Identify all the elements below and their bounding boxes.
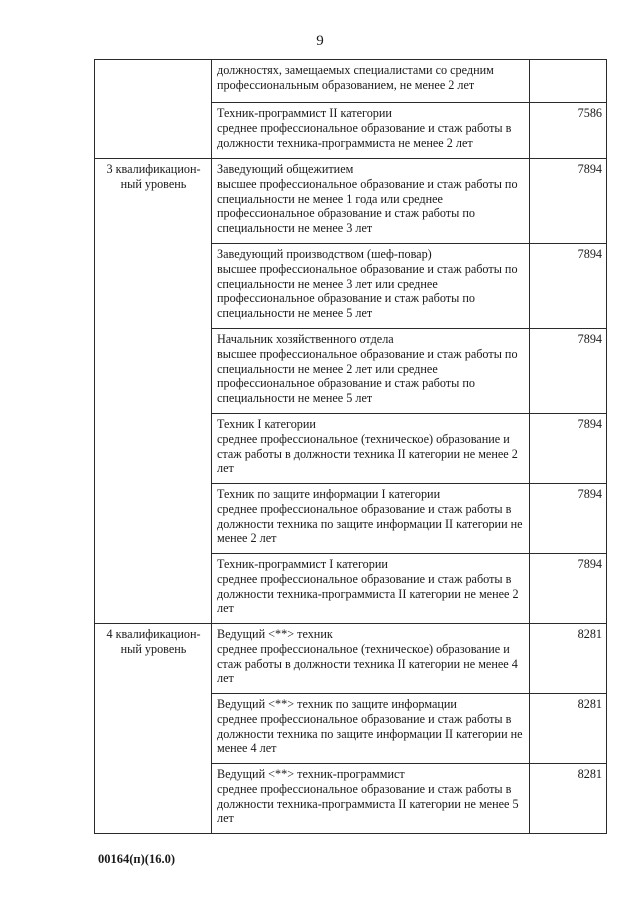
level-cell xyxy=(95,159,212,624)
position-requirements: высшее профессиональное образование и стаж работы по специальности не менее 3 лет или среднее профессиональное образование и стаж работы по специальности не менее 5 лет xyxy=(217,261,518,321)
table-row xyxy=(95,159,607,244)
salary-cell xyxy=(530,329,607,414)
position-requirements: должностях, замещаемых специалистами со средним профессиональным образованием, не менее 2 лет xyxy=(217,63,494,92)
level-label: 4 квалификацион-ный уровень xyxy=(106,627,201,656)
salary-value: 8281 xyxy=(577,697,602,711)
position-requirements: среднее профессиональное образование и стаж работы в должности техника-программиста не менее 2 лет xyxy=(217,120,512,150)
position-cell xyxy=(212,694,530,764)
position-title: Ведущий <**> техник по защите информации xyxy=(217,697,457,711)
position-title: Ведущий <**> техник xyxy=(217,627,333,641)
page-number: 9 xyxy=(316,33,324,49)
position-requirements: среднее профессиональное образование и стаж работы в должности техника по защите информации II категории не менее 2 лет xyxy=(217,501,523,546)
position-requirements: среднее профессиональное образование и стаж работы в должности техника по защите информации II категории не менее 4 лет xyxy=(217,711,523,756)
salary-value: 8281 xyxy=(577,767,602,781)
level-cell xyxy=(95,60,212,159)
salary-cell xyxy=(530,624,607,694)
position-cell xyxy=(212,414,530,484)
position-cell xyxy=(212,764,530,834)
salary-value: 7894 xyxy=(577,162,602,176)
position-title: Ведущий <**> техник-программист xyxy=(217,767,405,781)
position-cell xyxy=(212,244,530,329)
salary-value: 7894 xyxy=(577,557,602,571)
document-code: 00164(п)(16.0) xyxy=(98,852,175,866)
salary-cell xyxy=(530,694,607,764)
position-title: Техник-программист I категории xyxy=(217,557,388,571)
position-requirements: среднее профессиональное (техническое) образование и стаж работы в должности техника II категории не менее 4 лет xyxy=(217,641,518,686)
position-title: Техник по защите информации I категории xyxy=(217,487,441,501)
salary-value: 7894 xyxy=(577,417,602,431)
salary-cell xyxy=(530,484,607,554)
salary-cell xyxy=(530,60,607,103)
position-title: Начальник хозяйственного отдела xyxy=(217,332,394,346)
salary-value: 7894 xyxy=(577,332,602,346)
position-requirements: среднее профессиональное образование и стаж работы в должности техника-программиста II категории не менее 5 лет xyxy=(217,781,519,826)
salary-cell xyxy=(530,159,607,244)
salary-value: 7894 xyxy=(577,487,602,501)
position-requirements: среднее профессиональное образование и стаж работы в должности техника-программиста II категории не менее 2 лет xyxy=(217,571,519,616)
position-cell xyxy=(212,103,530,159)
salary-cell xyxy=(530,764,607,834)
position-cell xyxy=(212,329,530,414)
salary-cell xyxy=(530,414,607,484)
qualification-table xyxy=(94,59,607,834)
position-requirements: среднее профессиональное (техническое) образование и стаж работы в должности техника II категории не менее 2 лет xyxy=(217,431,518,476)
position-cell xyxy=(212,159,530,244)
table-row xyxy=(95,624,607,694)
salary-cell xyxy=(530,244,607,329)
salary-value: 8281 xyxy=(577,627,602,641)
table-row xyxy=(95,60,607,103)
level-label: 3 квалификацион-ный уровень xyxy=(106,162,201,191)
salary-cell xyxy=(530,103,607,159)
position-requirements: высшее профессиональное образование и стаж работы по специальности не менее 1 года или среднее профессиональное образование и стаж работы по специальности не менее 3 лет xyxy=(217,176,518,236)
position-cell xyxy=(212,624,530,694)
position-title: Заведующий производством (шеф-повар) xyxy=(217,247,432,261)
position-cell xyxy=(212,60,530,103)
position-cell xyxy=(212,554,530,624)
position-title: Техник I категории xyxy=(217,417,316,431)
salary-value: 7586 xyxy=(577,106,602,120)
position-title: Заведующий общежитием xyxy=(217,162,354,176)
level-cell xyxy=(95,624,212,834)
position-requirements: высшее профессиональное образование и стаж работы по специальности не менее 2 лет или среднее профессиональное образование и стаж работы по специальности не менее 5 лет xyxy=(217,346,518,406)
position-cell xyxy=(212,484,530,554)
salary-cell xyxy=(530,554,607,624)
salary-value: 7894 xyxy=(577,247,602,261)
position-title: Техник-программист II категории xyxy=(217,106,392,120)
